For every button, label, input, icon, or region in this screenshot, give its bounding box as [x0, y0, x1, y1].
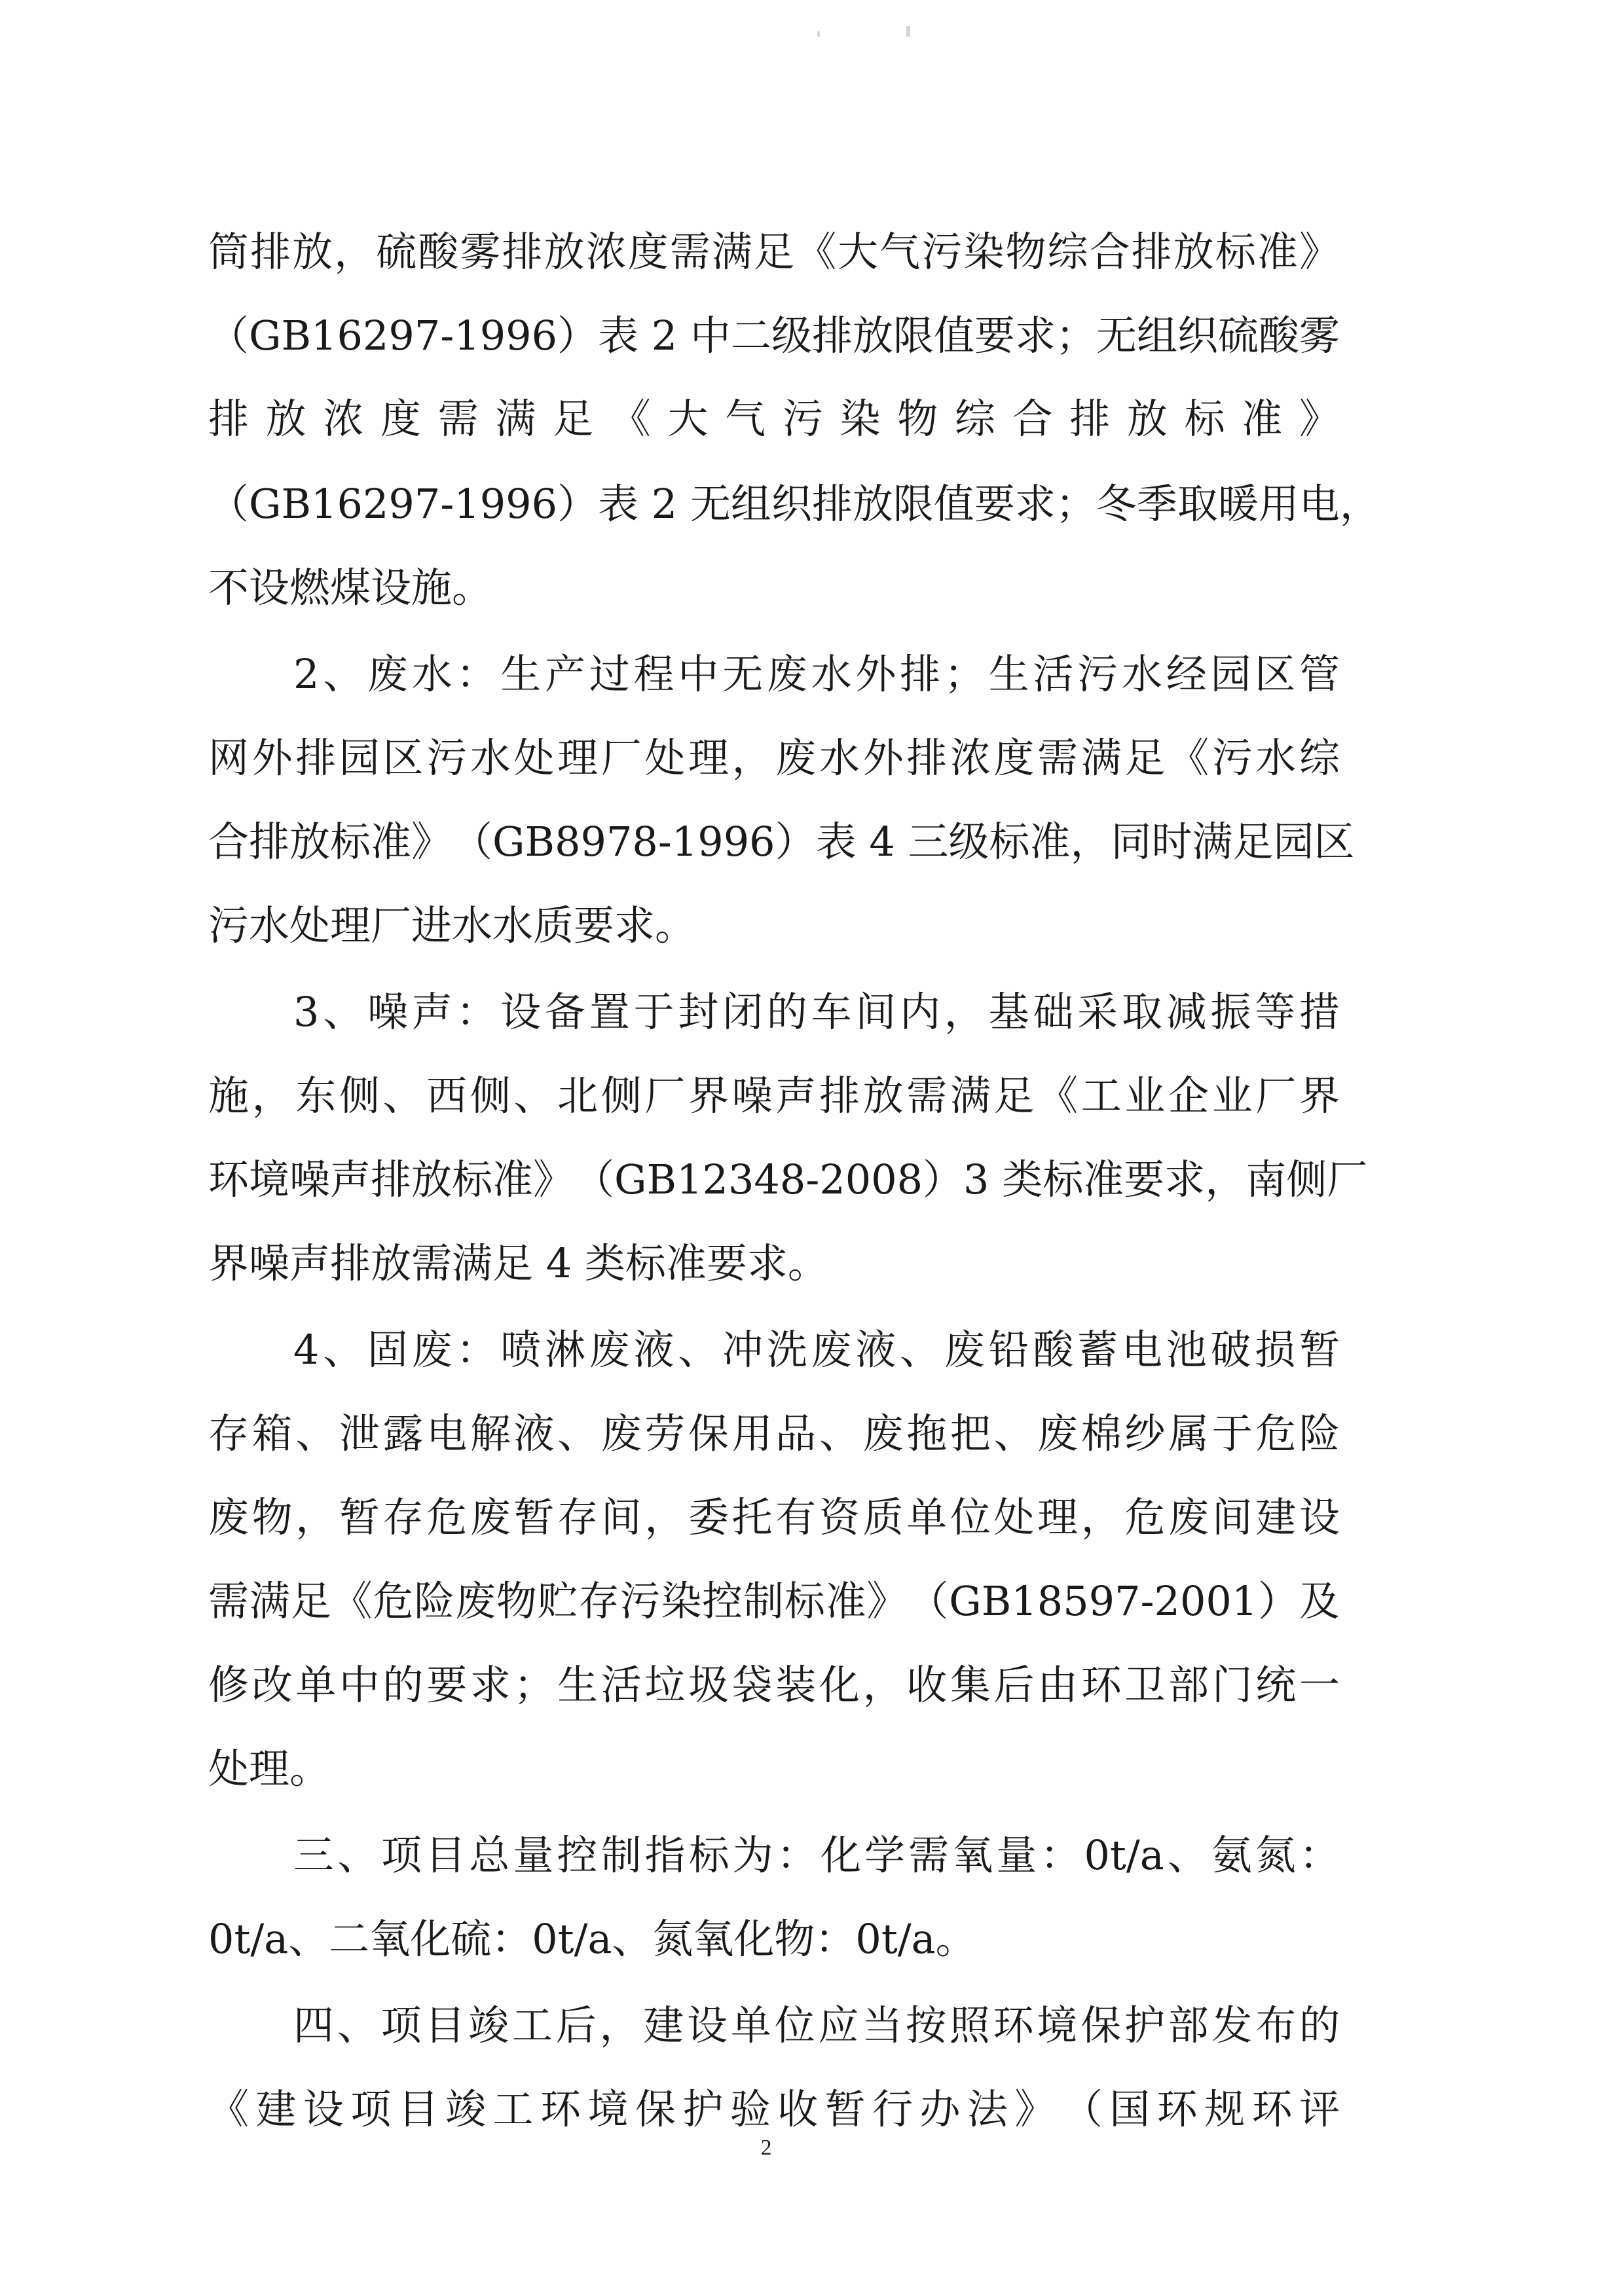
text-line: （​G​B​1​6​2​9​7​-​1​9​9​6​）​表​ ​2​ ​无​组​织​排​放​限​值​要​求​；​冬​季​取​暖​用​电​，	[208, 480, 1380, 528]
text-line: 网​外​排​园​区​污​水​处​理​厂​处​理​，​废​水​外​排​浓​度​需​满​足​《​污​水​综	[208, 734, 1340, 782]
text-line: 施​，​东​侧​、​西​侧​、​北​侧​厂​界​噪​声​排​放​需​满​足​《​工​业​企​业​厂​界	[208, 1072, 1340, 1120]
text-line: 环​境​噪​声​排​放​标​准​》​（​G​B​1​2​3​4​8​-​2​0​0​8​）​3​ ​类​标​准​要​求​，​南​侧​厂	[208, 1156, 1368, 1203]
text-line: 合​排​放​标​准​》​（​G​B​8​9​7​8​-​1​9​9​6​）​表​ ​4​ ​三​级​标​准​，​同​时​满​足​园​区	[208, 818, 1355, 866]
text-line: （​G​B​1​6​2​9​7​-​1​9​9​6​）​表​ ​2​ ​中​二​级​排​放​限​值​要​求​；​无​组​织​硫​酸​雾	[208, 312, 1340, 359]
scan-speck	[817, 31, 820, 37]
text-line: 界噪声排放需满足 4 类标准要求。	[208, 1239, 828, 1287]
text-line: 需​满​足​《​危​险​废​物​贮​存​污​染​控​制​标​准​》​（​G​B​1​8​5​9​7​-​2​0​0​1​）​及	[208, 1577, 1340, 1625]
text-line: 四​、​项​目​竣​工​后​，​建​设​单​位​应​当​按​照​环​境​保​护​部​发​布​的	[293, 2001, 1340, 2049]
text-line: 三​、​项​目​总​量​控​制​指​标​为​：​化​学​需​氧​量​：​0​t​/​a​、​氨​氮​：	[293, 1831, 1340, 1879]
text-line: 4​、​固​废​：​喷​淋​废​液​、​冲​洗​废​液​、​废​铅​酸​蓄​电​池​破​损​暂	[293, 1326, 1340, 1374]
text-line: 排​放​浓​度​需​满​足​《​大​气​污​染​物​综​合​排​放​标​准​》	[208, 395, 1340, 443]
text-line: 3​、​噪​声​：​设​备​置​于​封​闭​的​车​间​内​，​基​础​采​取​减​振​等​措	[293, 988, 1340, 1036]
text-line: 《​建​设​项​目​竣​工​环​境​保​护​验​收​暂​行​办​法​》​（​国​环​规​环​评	[208, 2085, 1340, 2133]
text-line: 污水处理厂进水水质要求。	[208, 902, 696, 949]
text-line: 不设燃煤设施。	[208, 564, 493, 611]
text-line: 筒​排​放​，​硫​酸​雾​排​放​浓​度​需​满​足​《​大​气​污​染​物​综​合​排​放​标​准​》	[208, 228, 1340, 276]
page-number: 2	[760, 2136, 772, 2160]
scan-speck	[906, 26, 910, 37]
text-line: 0t/a、二氧化硫：0t/a、氮氧化物：0t/a。	[208, 1915, 976, 1963]
text-line: 处理。	[208, 1745, 331, 1793]
text-line: 修​改​单​中​的​要​求​；​生​活​垃​圾​袋​装​化​，​收​集​后​由​环​卫​部​门​统​一	[208, 1661, 1340, 1709]
text-line: 存​箱​、​泄​露​电​解​液​、​废​劳​保​用​品​、​废​拖​把​、​废​棉​纱​属​于​危​险	[208, 1410, 1340, 1457]
text-line: 废​物​，​暂​存​危​废​暂​存​间​，​委​托​有​资​质​单​位​处​理​，​危​废​间​建​设	[208, 1493, 1340, 1541]
text-line: 2​、​废​水​：​生​产​过​程​中​无​废​水​外​排​；​生​活​污​水​经​园​区​管	[293, 650, 1340, 698]
